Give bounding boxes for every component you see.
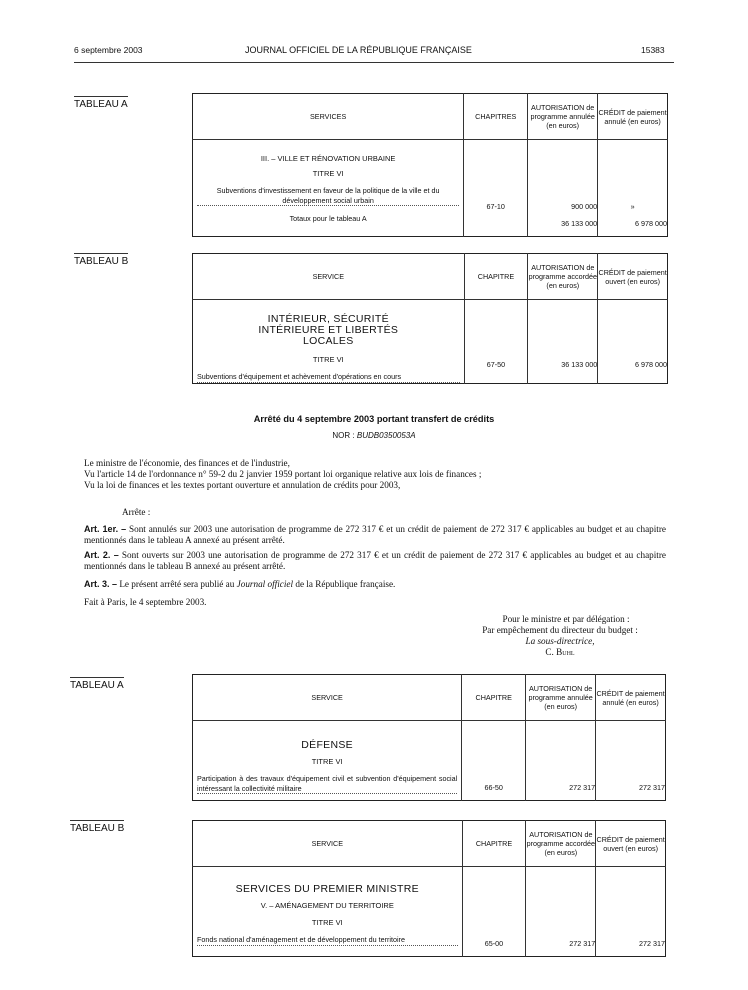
table1-total-ap: 36 133 000 bbox=[561, 219, 598, 228]
decree-nor: BUDB0350053A bbox=[356, 431, 416, 440]
table2-row-label: Subventions d'équipement et achèvement d'opérations en cours bbox=[197, 372, 460, 383]
signature-block bbox=[440, 614, 680, 658]
table1-label: TABLEAU A bbox=[74, 96, 128, 110]
table2-row-cp: 6 978 000 bbox=[598, 300, 668, 384]
table1-row-cp: » bbox=[630, 202, 635, 211]
decree-arrete: Arrête : bbox=[122, 507, 151, 517]
table1-row-label: Subventions d'investissement en faveur de la politique de la ville et du développement social urbain bbox=[197, 186, 459, 206]
table4-label: TABLEAU B bbox=[70, 820, 124, 834]
table1-row-ap: 900 000 bbox=[571, 202, 598, 211]
table3-row-chapter: 66-50 bbox=[462, 721, 526, 801]
art2-text: Sont ouverts sur 2003 une autorisation de programme de 272 317 € et un crédit de paiement de 272 317 € applicables au budget et au chapitre mentionnés dans le tableau B annexé au présent arrêté. bbox=[84, 550, 666, 571]
art3-label: Art. 3. – bbox=[84, 579, 118, 589]
table3-header-service: SERVICE bbox=[193, 675, 462, 721]
table3-section: DÉFENSE bbox=[301, 739, 353, 751]
sig-line3: La sous-directrice, bbox=[525, 636, 595, 646]
table4-section: SERVICES DU PREMIER MINISTRE bbox=[235, 883, 419, 895]
table2-header-chapitre: CHAPITRE bbox=[464, 254, 528, 300]
header-date: 6 septembre 2003 bbox=[74, 45, 143, 55]
header-title: JOURNAL OFFICIEL DE LA RÉPUBLIQUE FRANÇAISE bbox=[245, 45, 472, 55]
sig-line2: Par empêchement du directeur du budget : bbox=[482, 625, 638, 635]
table4-row-cp: 272 317 bbox=[596, 867, 666, 957]
table1-section: III. – VILLE ET RÉNOVATION URBAINE bbox=[260, 154, 396, 163]
table2-header-service: SERVICE bbox=[193, 254, 465, 300]
table2-titre: TITRE VI bbox=[312, 355, 344, 364]
decree-art3 bbox=[84, 579, 666, 590]
table1-row-chapter: 67-10 bbox=[464, 140, 528, 237]
decree-fait: Fait à Paris, le 4 septembre 2003. bbox=[84, 597, 207, 607]
table4-header-service: SERVICE bbox=[193, 821, 463, 867]
decree-body bbox=[84, 458, 674, 491]
art1-label: Art. 1er. – bbox=[84, 524, 127, 534]
decree-nor-prefix: NOR : bbox=[332, 431, 355, 440]
table2-section: INTÉRIEUR, SÉCURITÉ INTÉRIEURE ET LIBERTÉS LOCALES bbox=[258, 313, 399, 347]
art3-italic: Journal officiel bbox=[236, 579, 294, 589]
table2-header-ap: AUTORISATION de programme accordée (en euros) bbox=[528, 254, 598, 300]
header-rule bbox=[74, 62, 674, 63]
table4-row-label: Fonds national d'aménagement et de développement du territoire bbox=[197, 935, 458, 946]
table2-header-cp: CRÉDIT de paiement ouvert (en euros) bbox=[598, 254, 668, 300]
table3-header-chapitre: CHAPITRE bbox=[462, 675, 526, 721]
header-page: 15383 bbox=[641, 45, 665, 55]
table4-header-cp: CRÉDIT de paiement ouvert (en euros) bbox=[596, 821, 666, 867]
table2-label: TABLEAU B bbox=[74, 253, 128, 267]
decree-vu1: Le ministre de l'économie, des finances et de l'industrie, bbox=[84, 458, 290, 468]
art1-text: Sont annulés sur 2003 une autorisation de programme de 272 317 € et un crédit de paiement de 272 317 € applicables au budget et au chapitre mentionnés dans le tableau A annexé au présent arrêté. bbox=[84, 524, 666, 545]
table3-header-ap: AUTORISATION de programme annulée (en euros) bbox=[526, 675, 596, 721]
table3-row-label: Participation à des travaux d'équipement civil et subvention d'équipement social intéressant la collectivité militaire bbox=[197, 774, 458, 793]
decree-art1 bbox=[84, 524, 666, 546]
table1 bbox=[192, 93, 668, 237]
table3 bbox=[192, 674, 666, 801]
decree-title: Arrêté du 4 septembre 2003 portant transfert de crédits bbox=[253, 414, 495, 424]
decree-vu3: Vu la loi de finances et les textes portant ouverture et annulation de crédits pour 2003, bbox=[84, 480, 401, 490]
table3-row-cp: 272 317 bbox=[596, 721, 666, 801]
table1-total-label: Totaux pour le tableau A bbox=[289, 214, 367, 223]
art3-text-b: de la République française. bbox=[295, 579, 396, 589]
table1-titre: TITRE VI bbox=[312, 169, 344, 178]
table3-header-cp: CRÉDIT de paiement annulé (en euros) bbox=[596, 675, 666, 721]
table4-header-ap: AUTORISATION de programme accordée (en euros) bbox=[526, 821, 596, 867]
table1-header-chapitre: CHAPITRES bbox=[464, 94, 528, 140]
table2 bbox=[192, 253, 668, 384]
table3-row-ap: 272 317 bbox=[526, 721, 596, 801]
decree-nor-line bbox=[74, 431, 674, 440]
table4-row-chapter: 65-00 bbox=[462, 867, 526, 957]
art3-text-a: Le présent arrêté sera publié au bbox=[119, 579, 235, 589]
table4 bbox=[192, 820, 666, 957]
decree-art2 bbox=[84, 550, 666, 572]
art2-label: Art. 2. – bbox=[84, 550, 119, 560]
table2-row-ap: 36 133 000 bbox=[528, 300, 598, 384]
table4-header-chapitre: CHAPITRE bbox=[462, 821, 526, 867]
table4-row-ap: 272 317 bbox=[526, 867, 596, 957]
table3-titre: TITRE VI bbox=[311, 757, 343, 766]
table2-row-chapter: 67-50 bbox=[464, 300, 528, 384]
table4-subsection: V. – AMÉNAGEMENT DU TERRITOIRE bbox=[260, 901, 394, 910]
table1-header-cp: CRÉDIT de paiement annulé (en euros) bbox=[598, 94, 668, 140]
decree-vu2: Vu l'article 14 de l'ordonnance n° 59-2 du 2 janvier 1959 portant loi organique relative aux lois de finances ; bbox=[84, 469, 482, 479]
table3-label: TABLEAU A bbox=[70, 677, 124, 691]
table1-header-service: SERVICES bbox=[193, 94, 464, 140]
sig-line4: C. Buhl bbox=[545, 647, 575, 657]
table1-total-cp: 6 978 000 bbox=[635, 219, 667, 228]
sig-line1: Pour le ministre et par délégation : bbox=[502, 614, 630, 624]
table1-header-ap: AUTORISATION de programme annulée (en euros) bbox=[528, 94, 598, 140]
table4-titre: TITRE VI bbox=[311, 918, 343, 927]
